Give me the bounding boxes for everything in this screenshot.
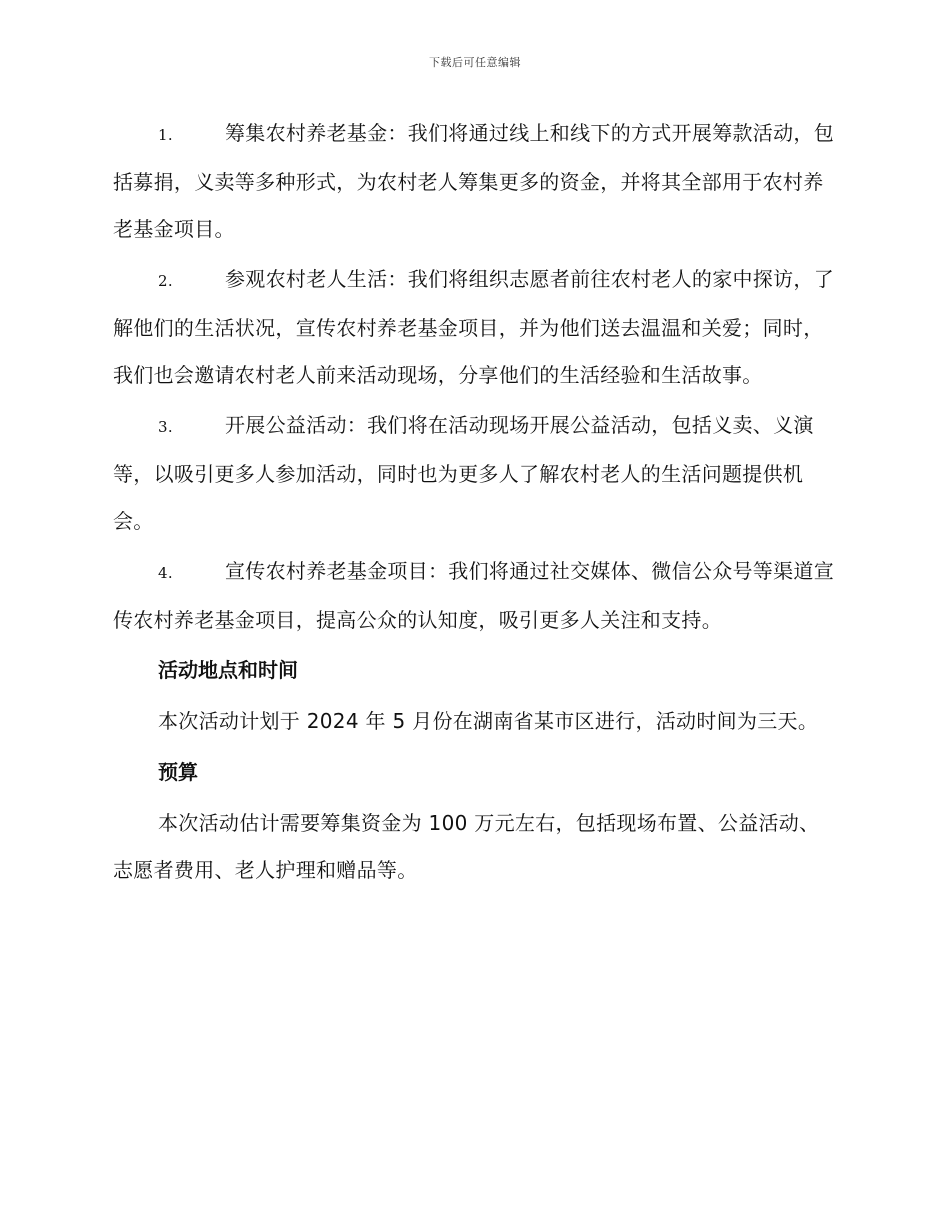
section-text-budget: 本次活动估计需要筹集资金为 100 万元左右，包括现场布置、公益活动、志愿者费用、老人护理和赠品等。 xyxy=(113,811,820,882)
header-note: 下载后可任意编辑 xyxy=(429,56,521,69)
list-item xyxy=(113,402,838,545)
list-item-text: 参观农村老人生活：我们将组织志愿者前往农村老人的家中探访，了解他们的生活状况，宣传农村养老基金项目，并为他们送去温温和关爱；同时，我们也会邀请农村老人前来活动现场，分享他们的生活经验和生活故事。 xyxy=(113,267,834,387)
list-item-number: 3. xyxy=(158,418,173,436)
document-body xyxy=(113,110,838,898)
list-item-text: 筹集农村养老基金：我们将通过线上和线下的方式开展筹款活动，包括募捐，义卖等多种形式，为农村老人筹集更多的资金，并将其全部用于农村养老基金项目。 xyxy=(113,121,834,241)
list-item-number: 1. xyxy=(158,126,173,144)
list-item-text: 宣传农村养老基金项目：我们将通过社交媒体、微信公众号等渠道宣传农村养老基金项目，提高公众的认知度，吸引更多人关注和支持。 xyxy=(113,559,834,632)
list-item xyxy=(113,110,838,253)
section-text-location: 本次活动计划于 2024 年 5 月份在湖南省某市区进行，活动时间为三天。 xyxy=(158,709,819,733)
list-item-text: 开展公益活动：我们将在活动现场开展公益活动，包括义卖、义演等，以吸引更多人参加活动，同时也为更多人了解农村老人的生活问题提供机会。 xyxy=(113,413,814,533)
list-item xyxy=(113,256,838,399)
section-heading-budget: 预算 xyxy=(158,760,198,784)
list-item xyxy=(113,548,838,644)
list-item-number: 4. xyxy=(158,564,173,582)
section-heading-location: 活动地点和时间 xyxy=(158,658,298,682)
list-item-number: 2. xyxy=(158,272,173,290)
